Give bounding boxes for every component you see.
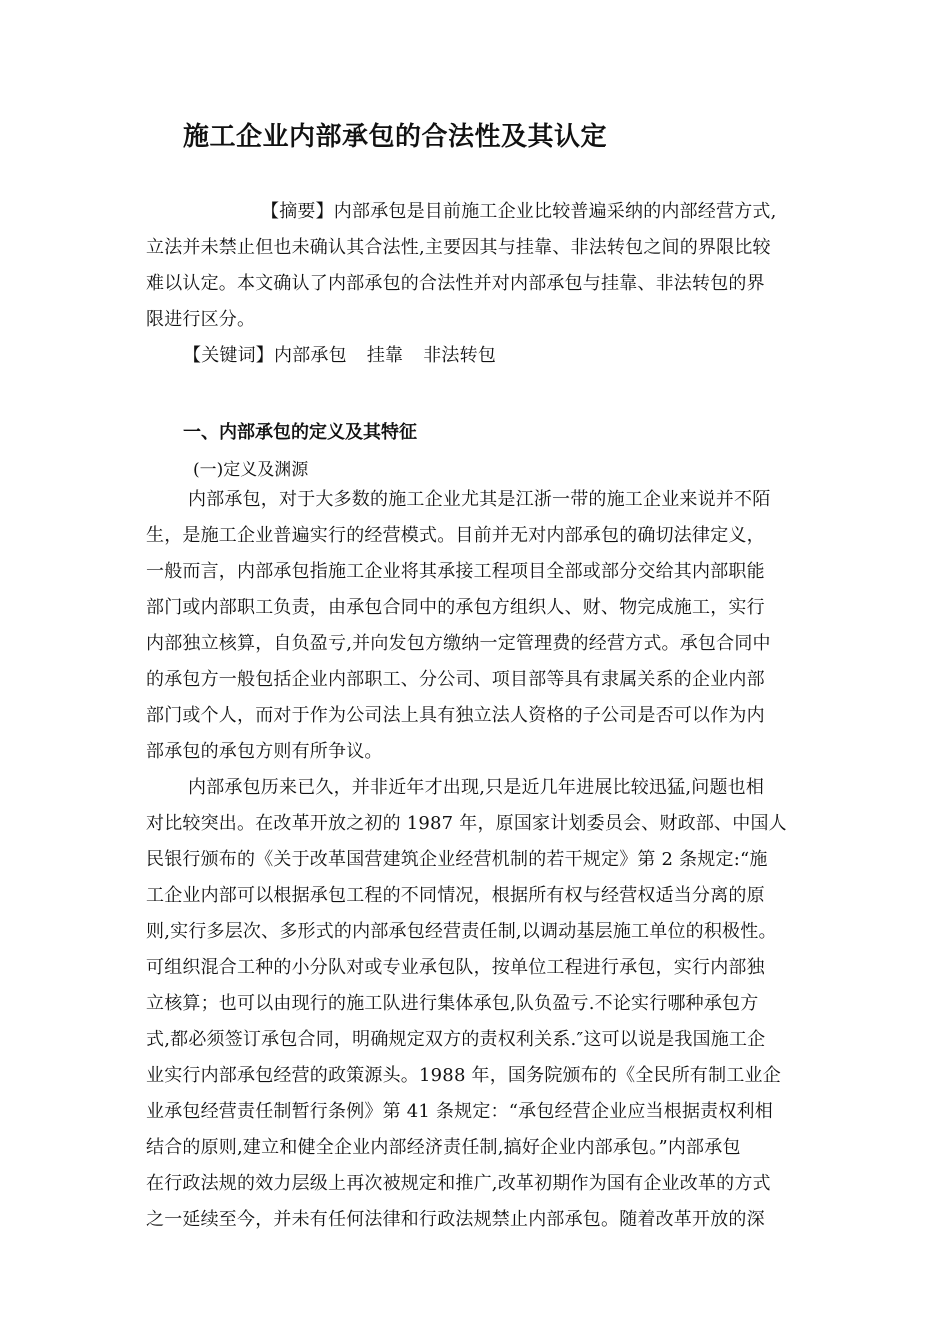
- body-line: 对比较突出。在改革开放之初的 1987 年，原国家计划委员会、财政部、中国人: [146, 813, 787, 834]
- abstract-line: 难以认定。本文确认了内部承包的合法性并对内部承包与挂靠、非法转包的界: [146, 273, 765, 294]
- body-line: 内部承包历来已久，并非近年才出现,只是近几年进展比较迅猛,问题也相: [188, 777, 765, 798]
- body-line: 生，是施工企业普遍实行的经营模式。目前并无对内部承包的确切法律定义，: [146, 525, 765, 546]
- body-line: 部承包的承包方则有所争议。: [146, 741, 383, 762]
- keyword-term: 挂靠: [366, 345, 404, 366]
- keyword-term: 非法转包: [423, 345, 497, 366]
- body-line: 式,都必须签订承包合同，明确规定双方的责权利关系.″这可以说是我国施工企: [146, 1029, 766, 1050]
- body-line: 在行政法规的效力层级上再次被规定和推广,改革初期作为国有企业改革的方式: [146, 1173, 771, 1194]
- abstract-line: 【摘要】内部承包是目前施工企业比较普遍采纳的内部经营方式,: [261, 201, 777, 222]
- body-line: 一般而言，内部承包指施工企业将其承接工程项目全部或部分交给其内部职能: [146, 561, 765, 582]
- keywords-label: 【关键词】: [183, 345, 274, 366]
- body-line: 民银行颁布的《关于改革国营建筑企业经营机制的若干规定》第 2 条规定:“施: [146, 849, 768, 870]
- section-heading: 一、内部承包的定义及其特征: [183, 422, 417, 443]
- body-line: 工企业内部可以根据承包工程的不同情况，根据所有权与经营权适当分离的原: [146, 885, 765, 906]
- subsection-heading: (一)定义及渊源: [193, 460, 309, 480]
- body-line: 可组织混合工种的小分队对或专业承包队，按单位工程进行承包，实行内部独: [146, 957, 765, 978]
- body-line: 业实行内部承包经营的政策源头。1988 年，国务院颁布的《全民所有制工业企: [146, 1065, 781, 1086]
- body-line: 内部承包，对于大多数的施工企业尤其是江浙一带的施工企业来说并不陌: [188, 489, 771, 510]
- body-line: 部门或内部职工负责，由承包合同中的承包方组织人、财、物完成施工，实行: [146, 597, 765, 618]
- body-line: 部门或个人，而对于作为公司法上具有独立法人资格的子公司是否可以作为内: [146, 705, 765, 726]
- body-line: 的承包方一般包括企业内部职工、分公司、项目部等具有隶属关系的企业内部: [146, 669, 765, 690]
- abstract-line: 限进行区分。: [146, 309, 256, 330]
- body-line: 业承包经营责任制暂行条例》第 41 条规定：“承包经营企业应当根据责权利相: [146, 1101, 773, 1122]
- body-line: 则,实行多层次、多形式的内部承包经营责任制,以调动基层施工单位的积极性。: [146, 921, 777, 942]
- body-line: 立核算；也可以由现行的施工队进行集体承包,队负盈亏.不论实行哪种承包方: [146, 993, 759, 1014]
- keywords-line: [183, 344, 496, 368]
- abstract-line: 立法并未禁止但也未确认其合法性,主要因其与挂靠、非法转包之间的界限比较: [146, 237, 771, 258]
- document-title: 施工企业内部承包的合法性及其认定: [183, 122, 608, 152]
- body-line: 结合的原则,建立和健全企业内部经济责任制,搞好企业内部承包。”内部承包: [146, 1137, 741, 1158]
- body-line: 内部独立核算，自负盈亏,并向发包方缴纳一定管理费的经营方式。承包合同中: [146, 633, 771, 654]
- body-line: 之一延续至今，并未有任何法律和行政法规禁止内部承包。随着改革开放的深: [146, 1209, 765, 1230]
- keyword-term: 内部承包: [274, 345, 347, 366]
